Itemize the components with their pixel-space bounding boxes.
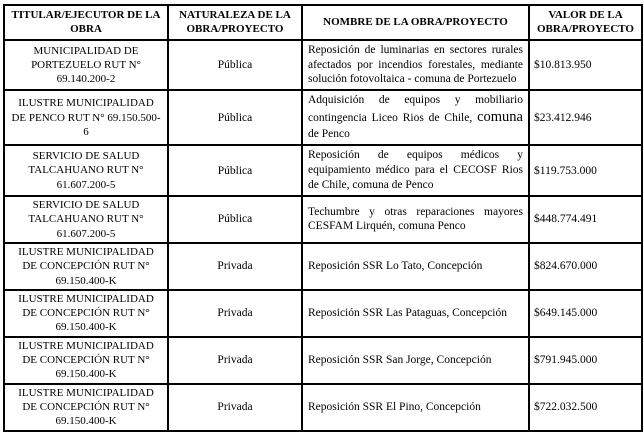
cell-naturaleza: Pública (168, 196, 302, 243)
nombre-text: de Penco (308, 128, 350, 141)
cell-titular: ILUSTRE MUNICIPALIDAD DE CONCEPCIÓN RUT N° 69.150.400-K (4, 243, 168, 290)
cell-valor: $791.945.000 (529, 337, 642, 384)
column-header-naturaleza: NATURALEZA DE LA OBRA/PROYECTO (168, 5, 302, 40)
cell-titular: ILUSTRE MUNICIPALIDAD DE PENCO RUT N° 69.150.500-6 (4, 90, 168, 145)
table-row (4, 384, 642, 431)
cell-nombre: Reposición SSR El Pino, Concepción (302, 384, 529, 431)
cell-naturaleza: Privada (168, 384, 302, 431)
table-row (4, 337, 642, 384)
cell-valor: $119.753.000 (529, 145, 642, 196)
cell-titular: SERVICIO DE SALUD TALCAHUANO RUT N° 61.607.200-5 (4, 145, 168, 196)
cell-nombre (302, 90, 529, 145)
table-row (4, 145, 642, 196)
table-row (4, 243, 642, 290)
cell-naturaleza: Pública (168, 90, 302, 145)
cell-valor: $23.412.946 (529, 90, 642, 145)
cell-naturaleza: Privada (168, 243, 302, 290)
cell-valor: $649.145.000 (529, 290, 642, 337)
cell-naturaleza: Pública (168, 145, 302, 196)
cell-valor: $824.670.000 (529, 243, 642, 290)
table-row (4, 196, 642, 243)
cell-nombre: Reposición SSR Lo Tato, Concepción (302, 243, 529, 290)
column-header-nombre: NOMBRE DE LA OBRA/PROYECTO (302, 5, 529, 40)
table-header (4, 5, 642, 40)
cell-valor: $448.774.491 (529, 196, 642, 243)
cell-naturaleza: Privada (168, 337, 302, 384)
cell-titular: ILUSTRE MUNICIPALIDAD DE CONCEPCIÓN RUT N° 69.150.400-K (4, 384, 168, 431)
table-row (4, 40, 642, 91)
cell-valor: $10.813.950 (529, 40, 642, 91)
cell-naturaleza: Pública (168, 40, 302, 91)
cell-nombre: Reposición de luminarias en sectores rurales afectados por incendios forestales, mediante solución fotovoltaica - comuna de Portezuelo (302, 40, 529, 91)
cell-nombre: Reposición SSR San Jorge, Concepción (302, 337, 529, 384)
column-header-titular: TITULAR/EJECUTOR DE LA OBRA (4, 5, 168, 40)
cell-naturaleza: Privada (168, 290, 302, 337)
cell-titular: MUNICIPALIDAD DE PORTEZUELO RUT N° 69.140.200-2 (4, 40, 168, 91)
cell-titular: ILUSTRE MUNICIPALIDAD DE CONCEPCIÓN RUT N° 69.150.400-K (4, 290, 168, 337)
cell-nombre: Reposición de equipos médicos y equipamiento médico para el CECOSF Rios de Chile, comuna de Penco (302, 145, 529, 196)
cell-nombre: Techumbre y otras reparaciones mayores CESFAM Lirquén, comuna Penco (302, 196, 529, 243)
column-header-valor: VALOR DE LA OBRA/PROYECTO (529, 5, 642, 40)
header-row (4, 5, 642, 40)
table-body (4, 40, 642, 431)
table-row (4, 290, 642, 337)
nombre-text-enlarged: comuna (477, 109, 523, 126)
cell-valor: $722.032.500 (529, 384, 642, 431)
cell-titular: SERVICIO DE SALUD TALCAHUANO RUT N° 61.607.200-5 (4, 196, 168, 243)
table-row (4, 90, 642, 145)
obras-proyectos-table (3, 4, 643, 432)
cell-titular: ILUSTRE MUNICIPALIDAD DE CONCEPCIÓN RUT N° 69.150.400-K (4, 337, 168, 384)
cell-nombre: Reposición SSR Las Pataguas, Concepción (302, 290, 529, 337)
nombre-text: Adquisición de equipos y mobiliario contingencia Liceo Rios de Chile, (308, 94, 523, 125)
